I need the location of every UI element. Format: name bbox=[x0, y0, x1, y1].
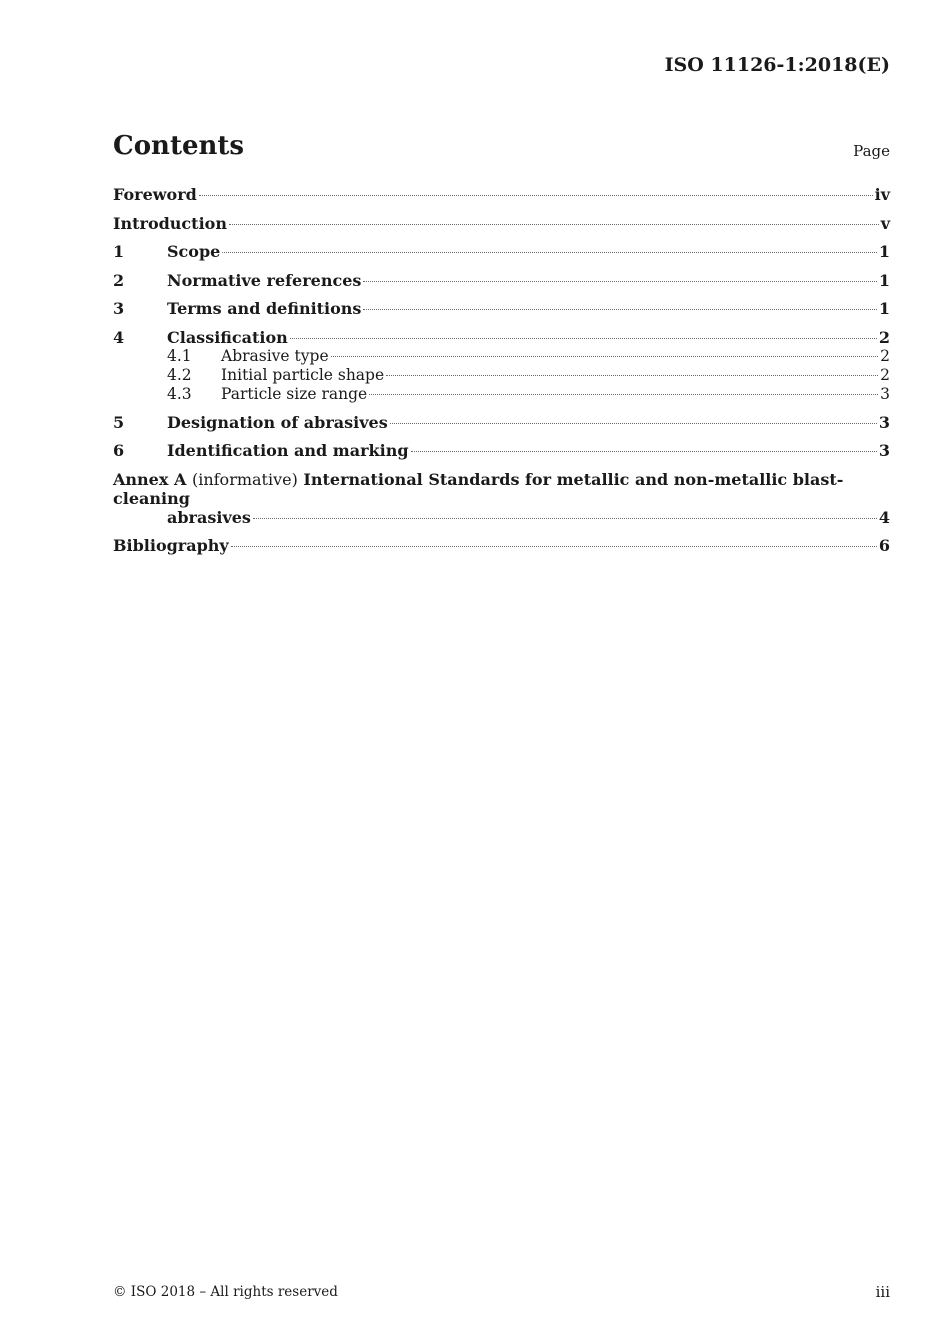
toc-entry-page: 6 bbox=[878, 536, 890, 555]
toc-entry-subsection-4-2[interactable] bbox=[113, 366, 890, 385]
dot-leader bbox=[363, 309, 876, 310]
document-identifier: ISO 11126-1:2018(E) bbox=[664, 54, 890, 76]
toc-entry-number: 4.1 bbox=[167, 346, 192, 365]
toc-entry-title: Initial particle shape bbox=[221, 365, 385, 384]
toc-entry-title: Classification bbox=[167, 327, 288, 347]
annex-title-line2: abrasives bbox=[167, 507, 251, 527]
page-number: iii bbox=[875, 1283, 890, 1301]
annex-heading-line bbox=[113, 470, 890, 508]
toc-entry-title: Bibliography bbox=[113, 536, 229, 555]
toc-entry-page: 3 bbox=[880, 384, 890, 403]
toc-entry-page: 1 bbox=[878, 270, 890, 290]
annex-continuation-line bbox=[113, 508, 890, 527]
toc-entry-number: 4 bbox=[113, 327, 125, 347]
toc-entry-title: Particle size range bbox=[221, 384, 368, 403]
toc-entry-title: Introduction bbox=[113, 213, 227, 233]
toc-entry-number: 3 bbox=[113, 299, 125, 318]
toc-entry-title: Scope bbox=[167, 242, 221, 261]
toc-entry-section-4[interactable] bbox=[113, 328, 890, 347]
toc-entry-page: 3 bbox=[878, 441, 890, 460]
dot-leader bbox=[390, 423, 877, 424]
toc-entry-number: 6 bbox=[113, 441, 125, 460]
toc-entry-page: v bbox=[880, 213, 890, 233]
toc-entry-section-2[interactable] bbox=[113, 271, 890, 290]
toc-entry-introduction[interactable] bbox=[113, 214, 890, 233]
toc-entry-page: 1 bbox=[878, 299, 890, 318]
page-column-label: Page bbox=[853, 142, 890, 160]
dot-leader bbox=[290, 338, 877, 339]
dot-leader bbox=[386, 375, 878, 376]
toc-entry-page: 2 bbox=[880, 346, 890, 365]
toc-entry-section-6[interactable] bbox=[113, 441, 890, 460]
dot-leader bbox=[331, 356, 879, 357]
toc-entry-page: 2 bbox=[880, 365, 890, 384]
toc-entry-title: Terms and definitions bbox=[167, 299, 362, 318]
dot-leader bbox=[369, 394, 878, 395]
toc-entry-title: Identification and marking bbox=[167, 441, 409, 460]
dot-leader bbox=[363, 281, 876, 282]
annex-type: (informative) bbox=[191, 469, 298, 489]
toc-entry-section-3[interactable] bbox=[113, 299, 890, 318]
annex-title-line1: International Standards for metallic and non-metallic blast-cleaning bbox=[113, 469, 844, 508]
toc-entry-subsection-4-1[interactable] bbox=[113, 347, 890, 366]
toc-entry-annex-a[interactable] bbox=[113, 470, 890, 527]
toc-entry-page: 4 bbox=[878, 507, 890, 527]
annex-label: Annex A bbox=[113, 469, 187, 489]
toc-entry-title: Abrasive type bbox=[221, 346, 329, 365]
toc-entry-section-1[interactable] bbox=[113, 242, 890, 261]
toc-entry-title: Foreword bbox=[113, 185, 197, 204]
toc-entry-section-5[interactable] bbox=[113, 413, 890, 432]
toc-entry-number: 2 bbox=[113, 270, 125, 290]
toc-entry-subsection-4-3[interactable] bbox=[113, 385, 890, 404]
toc-entry-page: 1 bbox=[878, 242, 890, 261]
copyright-notice: © ISO 2018 – All rights reserved bbox=[113, 1284, 338, 1300]
dot-leader bbox=[229, 224, 879, 225]
toc-entry-page: 2 bbox=[878, 327, 890, 347]
toc-entry-title: Designation of abrasives bbox=[167, 412, 388, 432]
dot-leader bbox=[253, 518, 877, 519]
toc-entry-page: 3 bbox=[878, 412, 890, 432]
table-of-contents bbox=[113, 185, 890, 565]
toc-entry-number: 1 bbox=[113, 242, 125, 261]
contents-heading: Contents bbox=[113, 131, 245, 161]
dot-leader bbox=[231, 546, 877, 547]
toc-entry-bibliography[interactable] bbox=[113, 536, 890, 555]
dot-leader bbox=[199, 195, 873, 196]
toc-entry-number: 4.2 bbox=[167, 365, 192, 384]
dot-leader bbox=[411, 451, 877, 452]
toc-entry-page: iv bbox=[874, 185, 890, 204]
toc-entry-number: 4.3 bbox=[167, 384, 192, 403]
toc-entry-foreword[interactable] bbox=[113, 185, 890, 204]
toc-entry-number: 5 bbox=[113, 412, 125, 432]
dot-leader bbox=[222, 252, 877, 253]
toc-entry-title: Normative references bbox=[167, 270, 362, 290]
